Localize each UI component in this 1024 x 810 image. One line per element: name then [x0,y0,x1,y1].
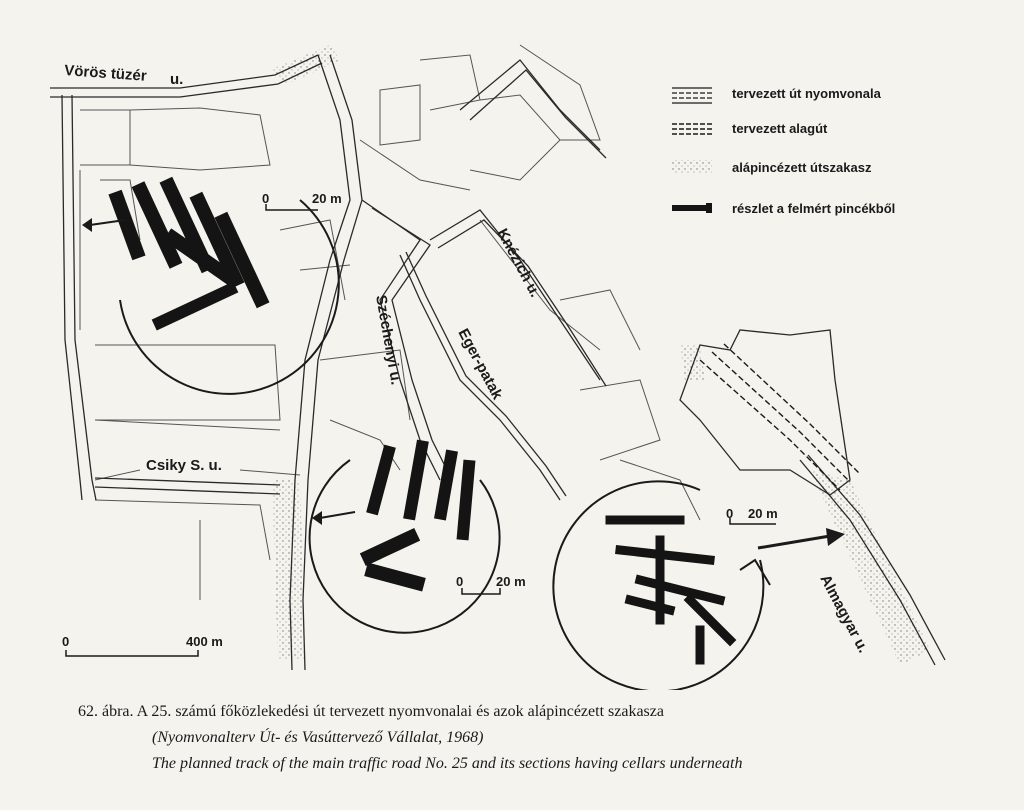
figure-source: (Nyomvonalterv Út- és Vasúttervező Vállalat, 1968) [152,729,484,746]
legend-cellar-detail: részlet a felmért pincékből [732,201,896,216]
detail-scale-bar-3 [726,506,778,524]
label-almagyar: Almagyar u. [816,571,872,656]
figure-caption-hu: 62. ábra. A 25. számú főközlekedési út tervezett nyomvonalai és azok alápincézett szakasza [78,703,664,720]
detail-scale-2-zero: 0 [456,574,464,589]
planned-road-icon [672,88,712,103]
label-voros-tuzer-suffix: u. [170,71,184,88]
main-scale-end: 400 m [186,634,223,649]
detail-scale-1-zero: 0 [262,191,270,206]
label-szechenyi: Széchenyi u. [372,293,405,387]
main-scale-zero: 0 [62,634,70,649]
legend [672,86,895,216]
label-eger-patak: Eger-patak [454,325,506,403]
planned-tunnel [700,344,860,490]
cellar-detail-3 [553,481,845,690]
cellar-detail-2 [310,440,500,633]
detail-scale-3-end: 20 m [748,506,778,521]
detail-scale-1-end: 20 m [312,191,342,206]
figure-caption-en: The planned track of the main traffic road No. 25 and its sections having cellars underneath [152,755,743,772]
legend-cellared-section: alápincézett útszakasz [732,160,872,175]
detail-scale-2-end: 20 m [496,574,526,589]
legend-planned-tunnel: tervezett alagút [732,121,828,136]
label-csiky: Csiky S. u. [146,457,222,474]
castle-outline [680,330,850,495]
legend-planned-road: tervezett út nyomvonala [732,86,881,101]
label-voros-tuzer: Vörös tüzér [63,62,148,85]
label-knezich: Knézich u. [493,225,544,301]
planned-tunnel-icon [672,124,712,134]
cellared-section-icon [672,160,712,174]
cellar-detail-icon [672,203,712,213]
detail-scale-3-zero: 0 [726,506,734,521]
main-scale-bar [62,634,223,656]
